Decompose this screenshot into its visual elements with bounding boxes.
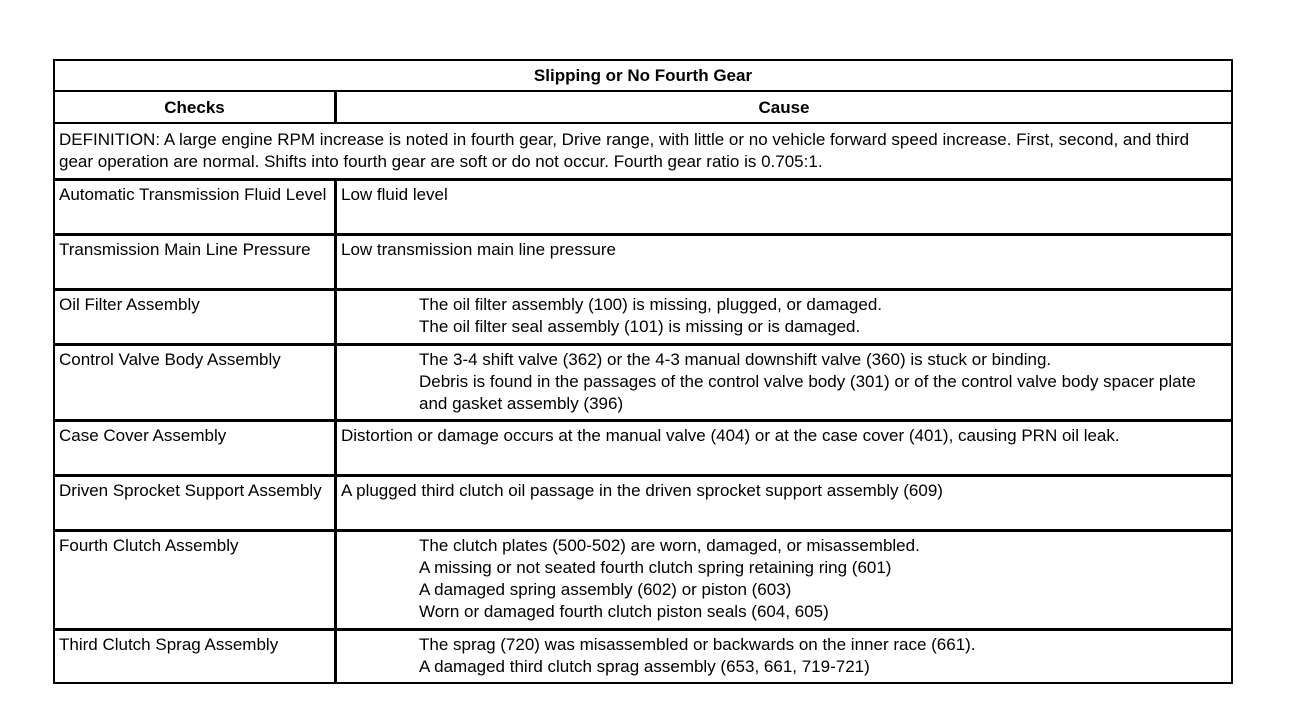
cause-line: The sprag (720) was misassembled or backwards on the inner race (661). (419, 635, 976, 654)
table-title: Slipping or No Fourth Gear (533, 66, 753, 85)
check-cell: Automatic Transmission Fluid Level (55, 181, 337, 233)
check-cell: Driven Sprocket Support Assembly (55, 477, 337, 529)
check-cell: Fourth Clutch Assembly (55, 532, 337, 628)
table-row (55, 628, 1231, 682)
cause-line: A missing or not seated fourth clutch spring retaining ring (601) (419, 558, 892, 577)
table-row (55, 343, 1231, 419)
cause-cell (337, 532, 1231, 628)
definition-text: DEFINITION: A large engine RPM increase is noted in fourth gear, Drive range, with little or no vehicle forward speed increase. First, second, and third gear operation are normal. Shifts into fourth gear are soft or do not occur. Fourth gear ratio is 0.705:1. (59, 130, 1190, 171)
check-cell: Transmission Main Line Pressure (55, 236, 337, 288)
cause-cell (337, 291, 1231, 343)
check-cell: Third Clutch Sprag Assembly (55, 631, 337, 682)
table-row (55, 474, 1231, 529)
cause-line: Low transmission main line pressure (341, 240, 616, 259)
cause-cell (337, 631, 1231, 682)
table-row (55, 233, 1231, 288)
table-row (55, 288, 1231, 343)
check-cell: Control Valve Body Assembly (55, 346, 337, 419)
cause-line: A plugged third clutch oil passage in the driven sprocket support assembly (609) (341, 481, 943, 500)
cause-line: A damaged third clutch sprag assembly (653, 661, 719-721) (419, 657, 870, 676)
cause-line: The oil filter seal assembly (101) is missing or is damaged. (419, 317, 861, 336)
table-row (55, 419, 1231, 474)
cause-line: Low fluid level (341, 185, 448, 204)
cause-line: Debris is found in the passages of the control valve body (301) or of the control valve body spacer plate and gasket assembly (396) (419, 372, 1196, 413)
table-title-row (55, 61, 1231, 90)
cause-cell (337, 181, 1231, 233)
header-cause: Cause (758, 98, 810, 117)
cause-cell (337, 477, 1231, 529)
check-cell: Oil Filter Assembly (55, 291, 337, 343)
cause-line: The 3-4 shift valve (362) or the 4-3 manual downshift valve (360) is stuck or binding. (419, 350, 1052, 369)
table-row (55, 178, 1231, 233)
cause-cell (337, 346, 1231, 419)
table-row (55, 529, 1231, 628)
cause-cell (337, 422, 1231, 474)
cause-cell (337, 236, 1231, 288)
cause-line: The oil filter assembly (100) is missing, plugged, or damaged. (419, 295, 882, 314)
table-header-row (55, 90, 1231, 122)
check-cell: Case Cover Assembly (55, 422, 337, 474)
cause-line: The clutch plates (500-502) are worn, damaged, or misassembled. (419, 536, 920, 555)
cause-line: Worn or damaged fourth clutch piston seals (604, 605) (419, 602, 829, 621)
cause-line: Distortion or damage occurs at the manual valve (404) or at the case cover (401), causing PRN oil leak. (341, 426, 1120, 445)
diagnostic-table (53, 59, 1233, 684)
definition-row (55, 122, 1231, 178)
header-checks: Checks (55, 92, 337, 122)
cause-line: A damaged spring assembly (602) or piston (603) (419, 580, 792, 599)
